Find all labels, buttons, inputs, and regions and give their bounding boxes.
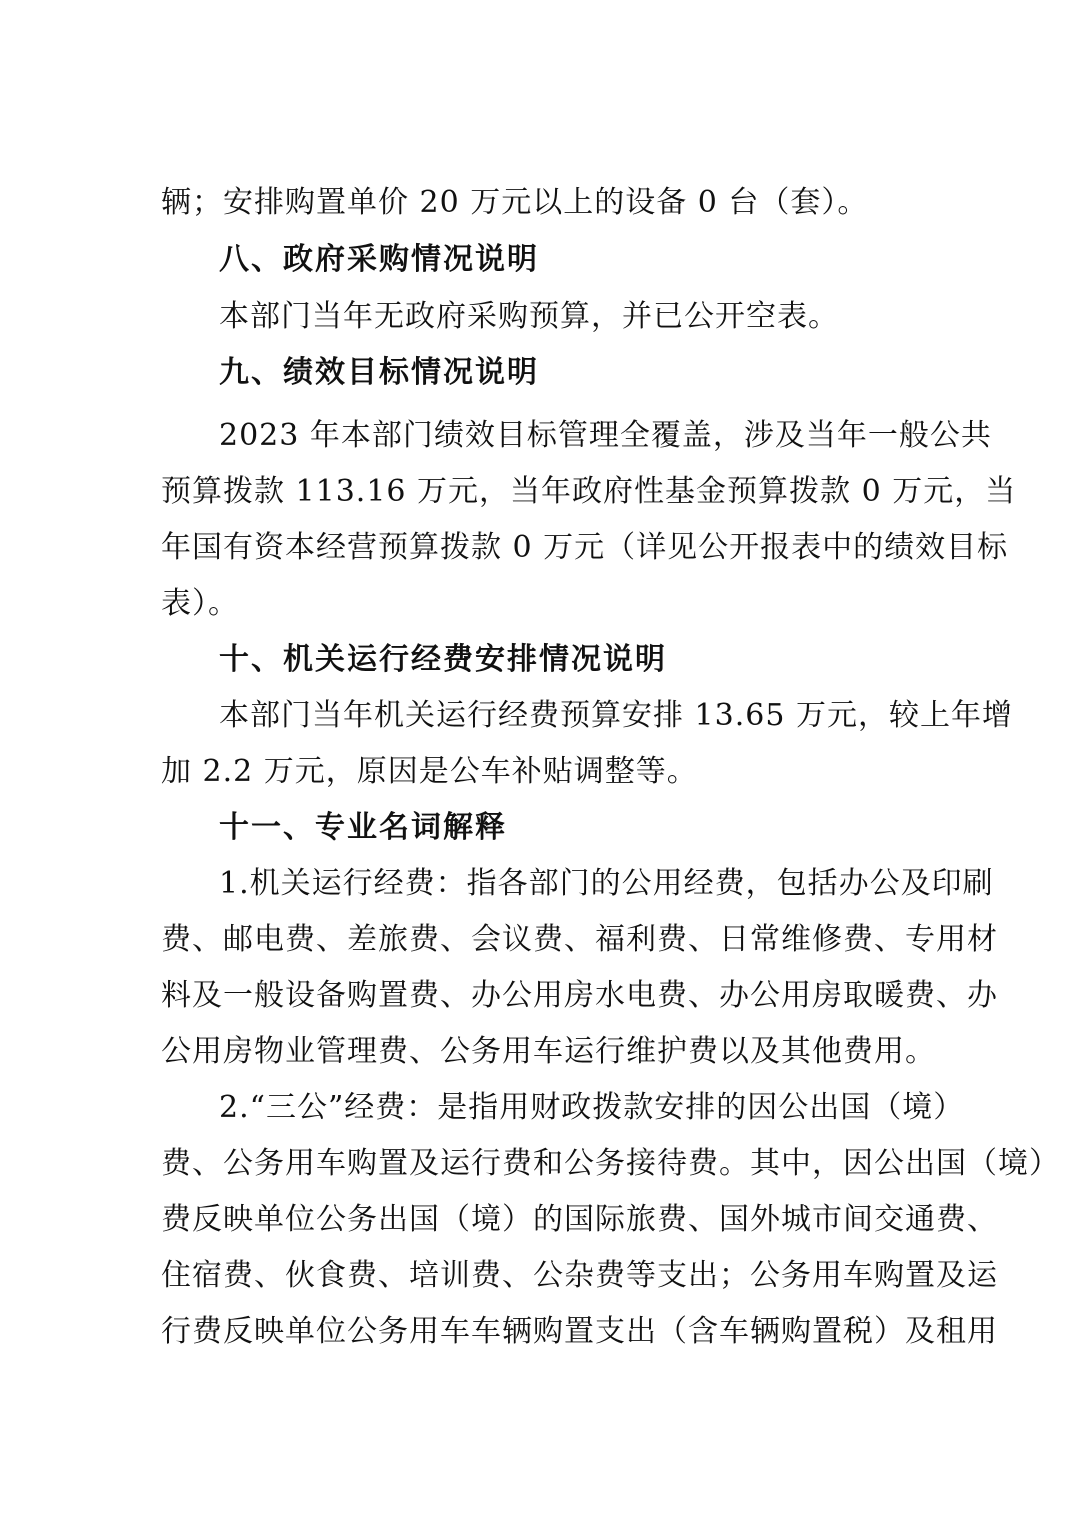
paragraph-line: 本部门当年无政府采购预算，并已公开空表。 (219, 299, 839, 334)
paragraph-line: 料及一般设备购置费、办公用房水电费、办公用房取暖费、办 (161, 978, 998, 1013)
paragraph-line: 2.“三公”经费：是指用财政拨款安排的因公出国（境） (219, 1090, 965, 1125)
paragraph-line: 公用房物业管理费、公务用车运行维护费以及其他费用。 (161, 1034, 936, 1069)
section-heading-10: 十、机关运行经费安排情况说明 (219, 642, 667, 677)
paragraph-line: 加 2.2 万元，原因是公车补贴调整等。 (161, 754, 698, 789)
paragraph-line: 辆；安排购置单价 20 万元以上的设备 0 台（套）。 (161, 185, 869, 220)
paragraph-line: 费反映单位公务出国（境）的国际旅费、国外城市间交通费、 (161, 1202, 998, 1237)
section-heading-8: 八、政府采购情况说明 (219, 242, 539, 277)
paragraph-line: 1.机关运行经费：指各部门的公用经费，包括办公及印刷 (219, 866, 994, 901)
paragraph-line: 行费反映单位公务用车车辆购置支出（含车辆购置税）及租用 (161, 1314, 998, 1349)
section-heading-9: 九、绩效目标情况说明 (219, 355, 539, 390)
paragraph-line: 年国有资本经营预算拨款 0 万元（详见公开报表中的绩效目标 (161, 530, 1009, 565)
paragraph-line: 表）。 (161, 586, 239, 621)
paragraph-line: 住宿费、伙食费、培训费、公杂费等支出；公务用车购置及运 (161, 1258, 998, 1293)
section-heading-11: 十一、专业名词解释 (219, 810, 507, 845)
paragraph-line: 本部门当年机关运行经费预算安排 13.65 万元，较上年增 (219, 698, 1013, 733)
paragraph-line: 费、公务用车购置及运行费和公务接待费。其中，因公出国（境） (161, 1146, 1060, 1181)
paragraph-line: 2023 年本部门绩效目标管理全覆盖，涉及当年一般公共 (219, 418, 992, 453)
paragraph-line: 预算拨款 113.16 万元，当年政府性基金预算拨款 0 万元，当 (161, 474, 1017, 509)
paragraph-line: 费、邮电费、差旅费、会议费、福利费、日常维修费、专用材 (161, 922, 998, 957)
